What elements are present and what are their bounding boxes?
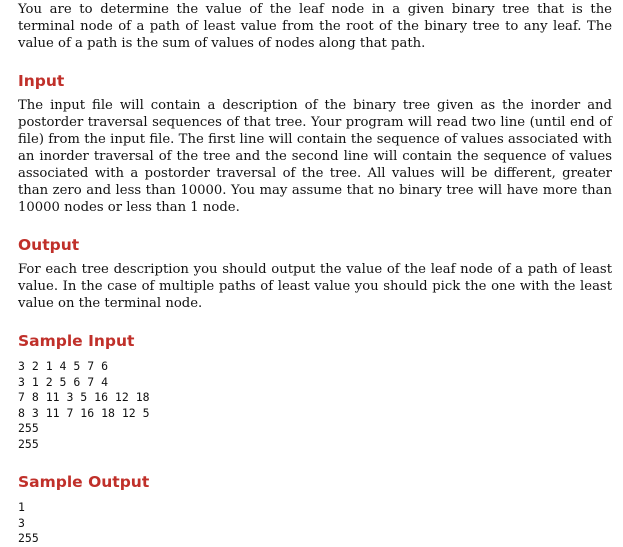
sample-input-heading: Sample Input (18, 332, 135, 350)
input-heading: Input (18, 72, 65, 90)
sample-output-line: 3 (18, 515, 25, 530)
sample-output-heading: Sample Output (18, 473, 150, 491)
sample-input-line: 3 2 1 4 5 7 6 (18, 359, 109, 373)
sample-input-line: 3 1 2 5 6 7 4 (18, 374, 109, 389)
sample-input-block (18, 359, 612, 452)
intro-paragraph: You are to determine the value of the leaf node in a given binary tree that is the terminal node of a path of least value from the root of the binary tree to any leaf. The value of a path is the sum of values of nodes along that path. (18, 2, 612, 51)
sample-input-line: 255 (18, 421, 39, 435)
sample-output-block (18, 500, 612, 547)
problem-statement (18, 1, 612, 547)
output-description: For each tree description you should output the value of the leaf node of a path of least value. In the case of multiple paths of least value you should pick the one with the least value on the terminal node. (18, 262, 612, 311)
sample-input-line: 7 8 11 3 5 16 12 18 (18, 390, 150, 404)
sample-input-line: 8 3 11 7 16 18 12 5 (18, 405, 150, 420)
sample-output-line: 255 (18, 531, 39, 545)
output-heading: Output (18, 236, 80, 254)
input-description: The input file will contain a description of the binary tree given as the inorder and postorder traversal sequences of that tree. Your program will read two line (until end of file) from the input file. The first line will contain the sequence of values associated with an inorder traversal of the tree and the second line will contain the sequence of values associated with a postorder traversal of the tree. All values will be different, greater than zero and less than 10000. You may assume that no binary tree will have more than 10000 nodes or less than 1 node. (18, 98, 612, 215)
sample-input-line: 255 (18, 436, 39, 451)
sample-output-line: 1 (18, 500, 25, 514)
